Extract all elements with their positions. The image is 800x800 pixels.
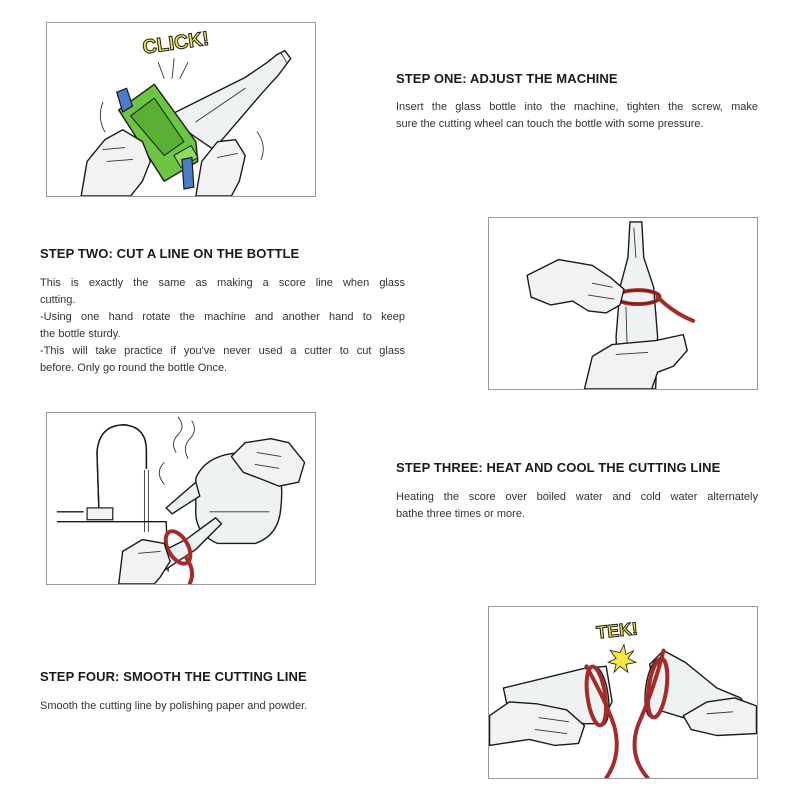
step-two-line: -Using one hand rotate the machine and another hand to keep	[40, 311, 405, 323]
step-two-line: -This will take practice if you've never used a cutter to cut glass	[40, 345, 405, 357]
step-one-line: Insert the glass bottle into the machine, tighten the screw, make	[396, 101, 758, 113]
step-one-line: sure the cutting wheel can touch the bottle with some pressure.	[396, 118, 704, 130]
step-three-illustration	[46, 412, 316, 585]
separated-halves-drawing	[489, 607, 757, 778]
step-one-description	[396, 99, 758, 133]
step-three-line: Heating the score over boiled water and cold water alternately	[396, 491, 758, 503]
rotating-cutter-drawing	[489, 218, 757, 389]
step-one-illustration	[46, 22, 316, 197]
step-two-line: before. Only go round the bottle Once.	[40, 362, 228, 374]
step-one-title: STEP ONE: ADJUST THE MACHINE	[396, 71, 618, 86]
click-sound-label: CLICK!	[141, 27, 211, 59]
step-two-line: the bottle sturdy.	[40, 328, 121, 340]
cutter-machine-drawing	[47, 23, 315, 196]
step-two-line: This is exactly the same as making a score line when glass	[40, 277, 405, 289]
step-two-line: cutting.	[40, 294, 76, 306]
kettle-faucet-drawing	[47, 413, 315, 584]
step-three-title: STEP THREE: HEAT AND COOL THE CUTTING LINE	[396, 460, 721, 475]
step-two-illustration	[488, 217, 758, 390]
step-four-line: Smooth the cutting line by polishing paper and powder.	[40, 700, 308, 712]
step-three-line: bathe three times or more.	[396, 508, 526, 520]
step-two-title: STEP TWO: CUT A LINE ON THE BOTTLE	[40, 246, 300, 261]
tek-sound-label: TEK!	[595, 618, 639, 643]
step-four-title: STEP FOUR: SMOOTH THE CUTTING LINE	[40, 669, 307, 684]
step-four-description	[40, 698, 405, 715]
step-three-description	[396, 489, 758, 523]
step-four-illustration	[488, 606, 758, 779]
step-two-description	[40, 275, 405, 377]
